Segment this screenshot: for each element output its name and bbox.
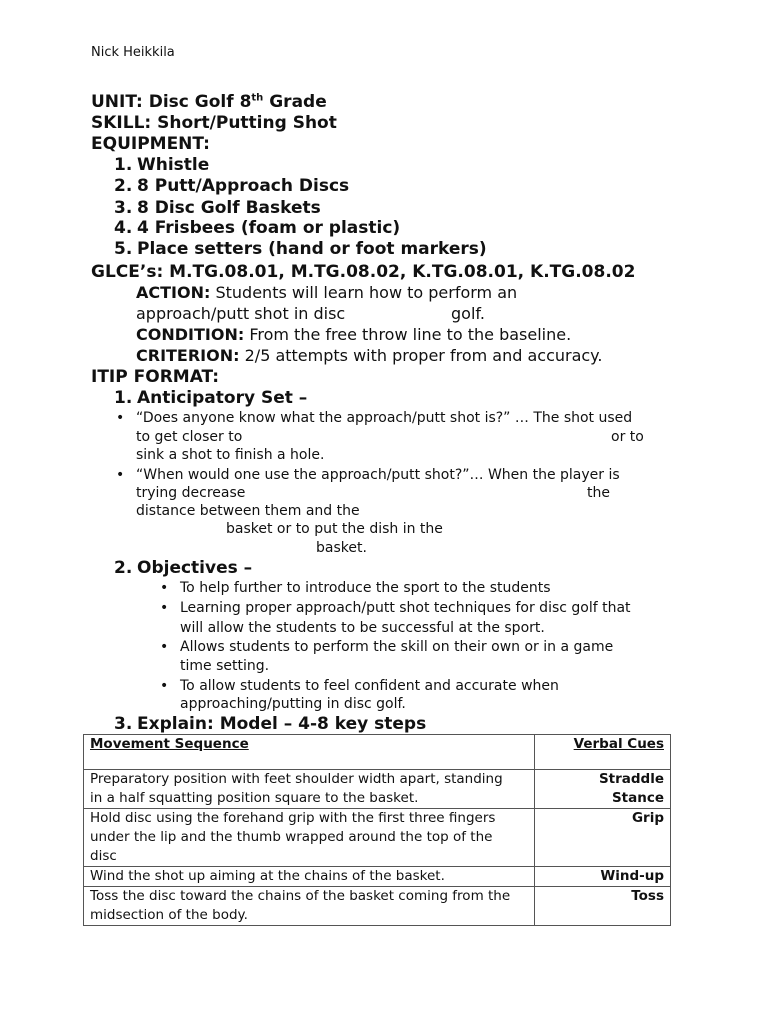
bullet-icon: • [160,600,169,616]
objective-item-3-line-1: Allows students to perform the skill on their own or in a game [180,639,614,655]
action-text: Students will learn how to perform an [210,283,518,302]
cue-text: Grip [631,810,664,826]
movement-text: midsection of the body. [90,907,248,923]
movement-sequence-header: Movement Sequence [84,735,535,770]
table-row [84,770,671,809]
movement-text: Hold disc using the forehand grip with the first three fingers [90,810,496,826]
movement-cell [84,770,535,809]
cue-text: Straddle [598,771,664,787]
objectives-heading: 2. Objectives – [114,558,253,578]
criterion-text: 2/5 attempts with proper from and accuracy. [239,346,603,365]
objective-item-1: To help further to introduce the sport to the students [180,580,551,596]
cue-text: Toss [631,888,664,904]
table-row [84,809,671,867]
itip-heading: ITIP FORMAT: [91,367,219,387]
anticipatory-bullet-2-line-2a: trying decrease [136,485,246,501]
table-row [84,867,671,887]
condition-line [136,325,571,344]
unit-text: UNIT: Disc Golf 8 [91,92,252,112]
equipment-heading: EQUIPMENT: [91,134,210,154]
bullet-icon: • [160,639,169,655]
anticipatory-bullet-1-line-2b: or to [611,429,644,445]
equipment-item-label: 8 Putt/Approach Discs [137,176,350,196]
objective-item-4-line-1: To allow students to feel confident and accurate when [180,678,559,694]
cue-cell [535,887,671,926]
bullet-icon: • [160,678,169,694]
action-line-2 [136,304,345,323]
equipment-item: 2. 8 Putt/Approach Discs [114,176,350,196]
movement-table [83,734,671,926]
equipment-item: 3. 8 Disc Golf Baskets [114,198,321,218]
movement-cell [84,809,535,867]
bullet-icon: • [116,467,125,483]
objective-item-2-line-1: Learning proper approach/putt shot techniques for disc golf that [180,600,631,616]
objective-item-2-line-2: will allow the students to be successful at the sport. [180,620,545,636]
anticipatory-bullet-2-line-3: distance between them and the [136,503,360,519]
cue-cell [535,770,671,809]
objectives-title: Objectives – [137,558,253,578]
skill-heading: SKILL: Short/Putting Shot [91,113,337,133]
movement-cell [84,887,535,926]
movement-text: Toss the disc toward the chains of the basket coming from the [90,888,511,904]
action-line [136,283,517,302]
verbal-cues-header: Verbal Cues [535,735,671,770]
cue-text: Stance [611,790,664,806]
movement-cell [84,867,535,887]
cue-cell [535,867,671,887]
movement-text: in a half squatting position square to the basket. [90,790,419,806]
movement-text: under the lip and the thumb wrapped around the top of the [90,829,493,845]
anticipatory-set-title: Anticipatory Set – [137,388,308,408]
equipment-item-label: 4 Frisbees (foam or plastic) [137,218,401,238]
action-line-2b: golf. [451,304,485,323]
equipment-item: 1. Whistle [114,155,210,175]
cue-cell [535,809,671,867]
bullet-icon: • [160,580,169,596]
unit-suffix: Grade [263,92,327,112]
anticipatory-bullet-2-line-5: basket. [316,540,367,556]
unit-superscript: th [251,92,264,104]
objective-item-4-line-2: approaching/putting in disc golf. [180,696,406,712]
condition-text: From the free throw line to the baseline. [244,325,572,344]
author-name: Nick Heikkila [91,45,175,60]
movement-text: Wind the shot up aiming at the chains of the basket. [90,868,445,884]
movement-text: Preparatory position with feet shoulder width apart, standing [90,771,503,787]
movement-text: disc [90,848,117,864]
equipment-item: 5. Place setters (hand or foot markers) [114,239,487,259]
equipment-item-label: Whistle [137,155,210,175]
anticipatory-bullet-1-line-2a: to get closer to [136,429,243,445]
bullet-icon: • [116,410,125,426]
equipment-item: 4. 4 Frisbees (foam or plastic) [114,218,401,238]
table-header-row [84,735,671,770]
action-label: ACTION: [136,283,211,302]
glce-heading: GLCE’s: M.TG.08.01, M.TG.08.02, K.TG.08.01, K.TG.08.02 [91,262,636,282]
criterion-line [136,346,602,365]
cue-text: Wind-up [600,868,664,884]
anticipatory-bullet-1-line-3: sink a shot to finish a hole. [136,447,325,463]
equipment-item-label: Place setters (hand or foot markers) [137,239,487,259]
equipment-item-label: 8 Disc Golf Baskets [137,198,321,218]
anticipatory-bullet-2-line-2b: the [587,485,610,501]
anticipatory-bullet-2-line-4: basket or to put the dish in the [226,521,443,537]
criterion-label: CRITERION: [136,346,240,365]
anticipatory-set-heading: 1. Anticipatory Set – [114,388,308,408]
objective-item-3-line-2: time setting. [180,658,270,674]
action-text-2a: approach/putt shot in disc [136,304,346,323]
unit-heading [91,92,327,112]
explain-title: Explain: Model – 4-8 key steps [137,714,427,734]
anticipatory-bullet-1-line-1: “Does anyone know what the approach/putt shot is?” … The shot used [136,410,633,426]
table-row [84,887,671,926]
condition-label: CONDITION: [136,325,245,344]
explain-heading: 3. Explain: Model – 4-8 key steps [114,714,427,734]
anticipatory-bullet-2-line-1: “When would one use the approach/putt shot?”… When the player is [136,467,620,483]
